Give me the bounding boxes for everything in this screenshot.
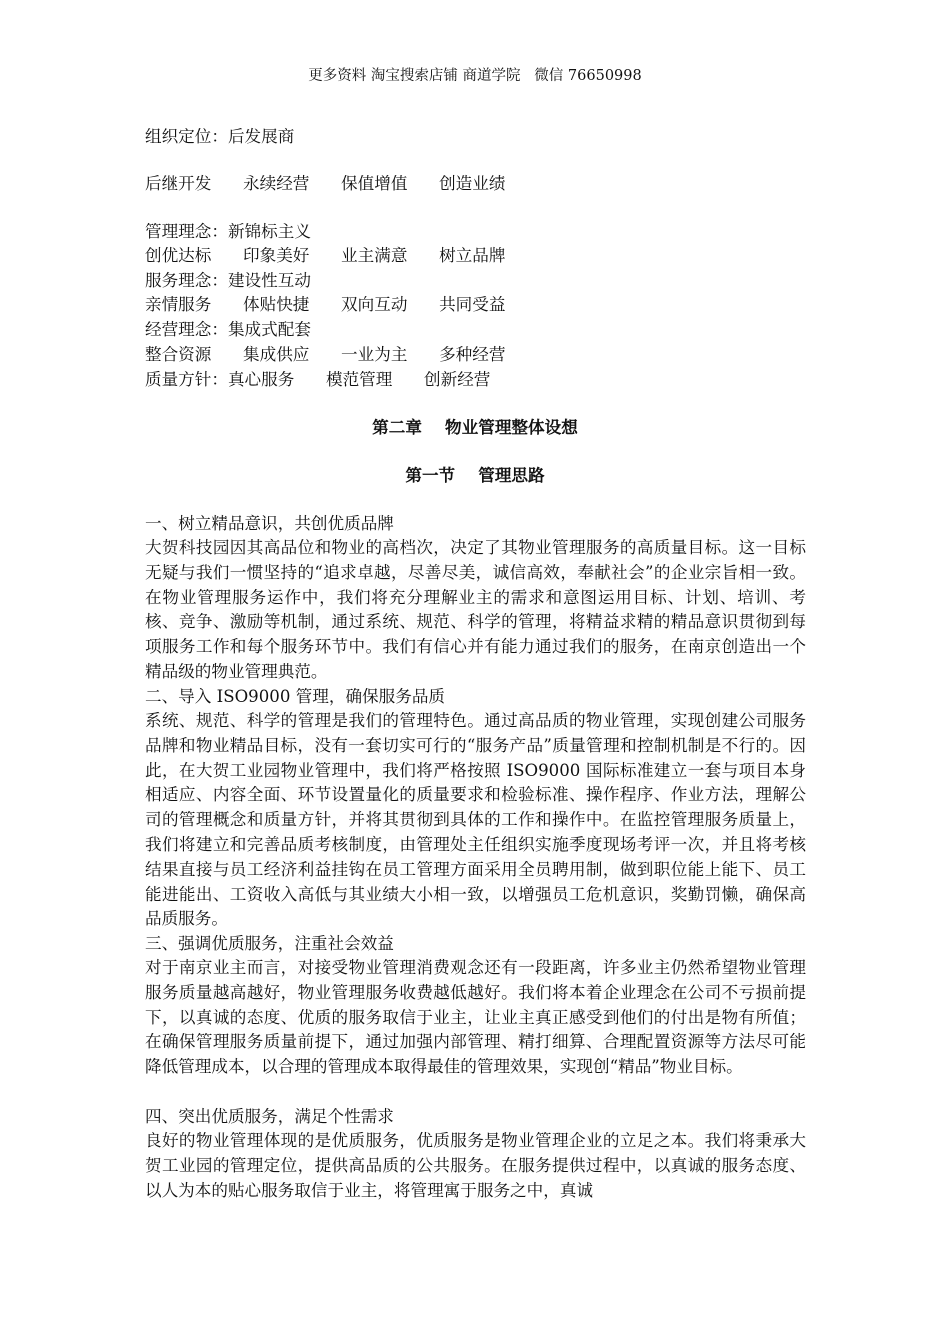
item-4-body: 良好的物业管理体现的是优质服务，优质服务是物业管理企业的立足之本。我们将秉承大贺工业园的管理定位，提供高品质的公共服务。在服务提供过程中，以真诚的服务态度、以人为本的贴心服务取信于业主，将管理寓于服务之中，真诚: [145, 1131, 806, 1200]
quality-policy-line: 质量方针：真心服务 模范管理 创新经营: [145, 370, 491, 389]
operation-items-line: 整合资源 集成供应 一业为主 多种经营: [145, 345, 506, 364]
item-3-body: 对于南京业主而言，对接受物业管理消费观念还有一段距离，许多业主仍然希望物业管理服务质量越高越好，物业管理服务收费越低越好。我们将本着企业理念在公司不亏损前提下，以真诚的态度、优质的服务取信于业主，让业主真正感受到他们的付出是物有所值；在确保管理服务质量前提下，通过加强内部管理、精打细算、合理配置资源等方法尽可能降低管理成本，以合理的管理成本取得最佳的管理效果，实现创“精品”物业目标。: [145, 958, 806, 1077]
service-items-line: 亲情服务 体贴快捷 双向互动 共同受益: [145, 295, 506, 314]
item-1-body: 大贺科技园因其高品位和物业的高档次，决定了其物业管理服务的高质量目标。这一目标无疑与我们一惯坚持的“追求卓越，尽善尽美，诚信高效，奉献社会”的企业宗旨相一致。在物业管理服务运作中，我们将充分理解业主的需求和意图运用目标、计划、培训、考核、竞争、激励等机制，通过系统、规范、科学的管理，将精益求精的精品意识贯彻到每项服务工作和每个服务环节中。我们有信心并有能力通过我们的服务，在南京创造出一个精品级的物业管理典范。: [145, 538, 806, 681]
item-2-body: 系统、规范、科学的管理是我们的管理特色。通过高品质的物业管理，实现创建公司服务品牌和物业精品目标，没有一套切实可行的“服务产品”质量管理和控制机制是不行的。因此，在大贺工业园物业管理中，我们将严格按照 ISO9000 国际标准建立一套与项目本身相适应、内容全面、环节设置量化的质量要求和检验标准、操作程序、作业方法，理解公司的管理概念和质量方针，并将其贯彻到具体的工作和操作中。在监控管理服务质量上，我们将建立和完善品质考核制度，由管理处主任组织实施季度现场考评一次，并且将考核结果直接与员工经济利益挂钩在员工管理方面采用全员聘用制，做到职位能上能下、员工能进能出、工资收入高低与其业绩大小相一致，以增强员工危机意识，奖勤罚懒，确保高品质服务。: [145, 711, 806, 929]
chapter-title: 第二章 物业管理整体设想: [372, 417, 578, 437]
operation-concept-line: 经营理念：集成式配套: [145, 320, 311, 339]
page-header: 更多资料 淘宝搜索店铺 商道学院 微信 76650998: [308, 68, 642, 84]
org-items-line: 后继开发 永续经营 保值增值 创造业绩: [145, 174, 506, 193]
org-position-line: 组织定位：后发展商: [145, 127, 295, 146]
service-concept-line: 服务理念：建设性互动: [145, 271, 311, 290]
mgmt-items-line: 创优达标 印象美好 业主满意 树立品牌: [145, 246, 506, 265]
section-title: 第一节 管理思路: [405, 465, 545, 485]
item-4-heading: 四、突出优质服务，满足个性需求: [145, 1107, 394, 1126]
item-2-heading: 二、导入 ISO9000 管理，确保服务品质: [145, 687, 446, 706]
item-3-heading: 三、强调优质服务，注重社会效益: [145, 934, 394, 953]
item-1-heading: 一、树立精品意识，共创优质品牌: [145, 514, 394, 533]
mgmt-concept-line: 管理理念：新锦标主义: [145, 222, 311, 241]
